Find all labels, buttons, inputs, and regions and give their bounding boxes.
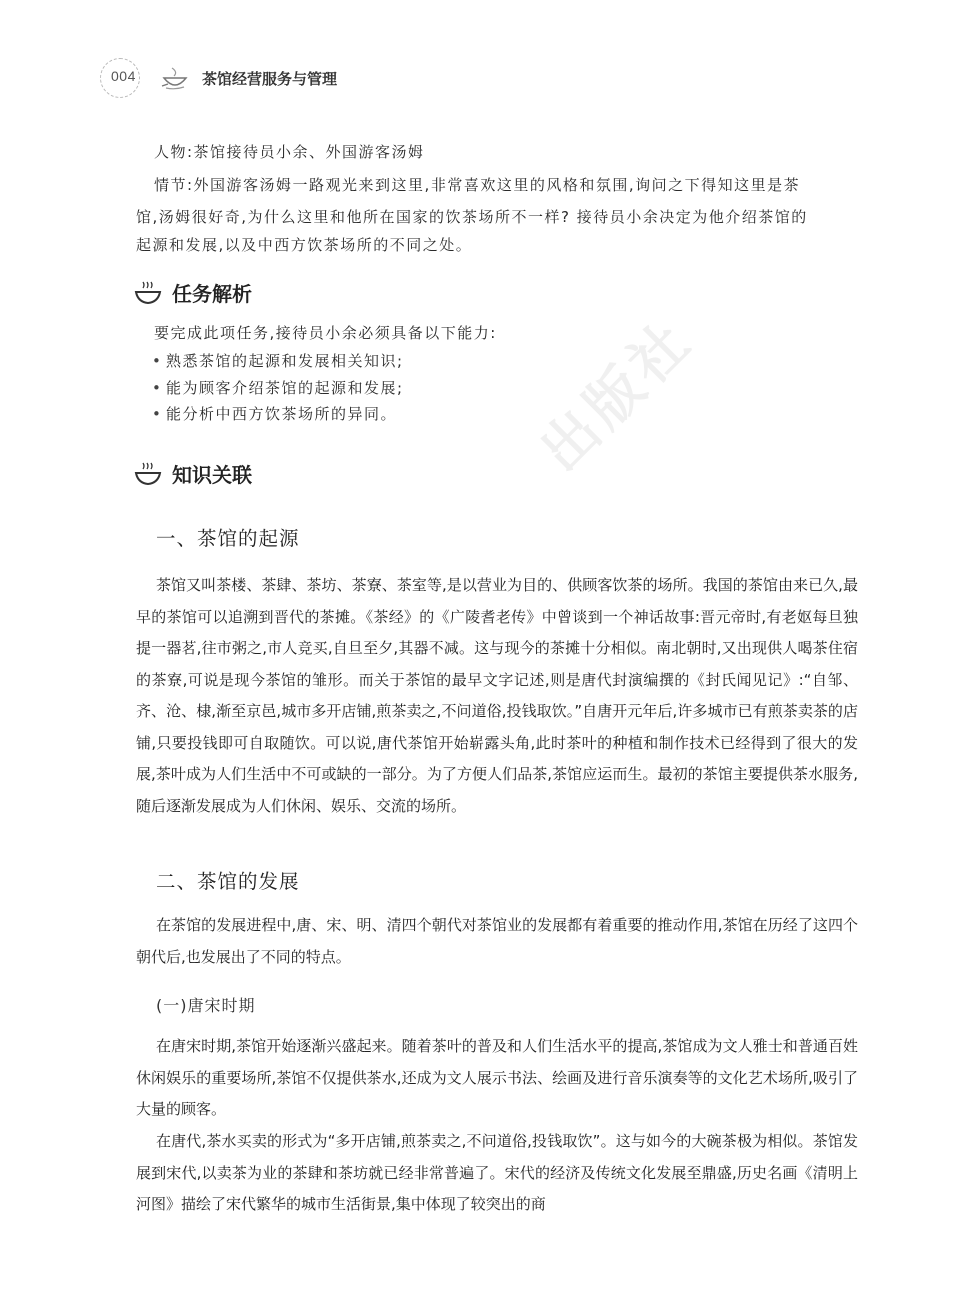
scenario-plot-line-1: 情节:外国游客汤姆一路观光来到这里,非常喜欢这里的风格和氛围,询问之下得知这里是茶 — [154, 176, 801, 194]
knowledge-title: 知识关联 — [172, 463, 252, 487]
scenario-plot-line-3: 起源和发展,以及中西方饮茶场所的不同之处。 — [136, 236, 473, 254]
scenario-characters: 人物:茶馆接待员小余、外国游客汤姆 — [154, 143, 425, 161]
page-header — [100, 58, 500, 98]
subsection-heading: (一)唐宋时期 — [156, 996, 256, 1015]
list-item: • 能分析中西方饮茶场所的异同。 — [152, 401, 404, 428]
bullet: • — [152, 352, 163, 370]
task-ability-list — [152, 348, 404, 428]
task-analysis-title: 任务解析 — [172, 282, 252, 306]
watermark: 出版社 — [528, 306, 706, 485]
steaming-bowl-icon — [134, 461, 162, 487]
teacup-logo-icon — [160, 64, 190, 92]
section-2-heading: 二、茶馆的发展 — [156, 870, 300, 893]
scenario-plot-line-2: 馆,汤姆很好奇,为什么这里和他所在国家的饮茶场所不一样? 接待员小余决定为他介绍茶馆的 — [136, 208, 808, 226]
subsection-para-1: 在唐宋时期,茶馆开始逐渐兴盛起来。随着茶叶的普及和人们生活水平的提高,茶馆成为文人雅士和普通百姓休闲娱乐的重要场所,茶馆不仅提供茶水,还成为文人展示书法、绘画及进行音乐演奏等的文化艺术场所,吸引了大量的顾客。 — [136, 1037, 858, 1118]
knowledge-heading — [134, 459, 252, 488]
task-analysis-intro: 要完成此项任务,接待员小余必须具备以下能力: — [154, 324, 497, 342]
task-analysis-heading — [134, 278, 252, 307]
section-1-heading: 一、茶馆的起源 — [156, 527, 300, 550]
list-item: • 能为顾客介绍茶馆的起源和发展; — [152, 375, 404, 402]
list-item: • 熟悉茶馆的起源和发展相关知识; — [152, 348, 404, 375]
page-number: 004 — [111, 68, 136, 84]
subsection-para-2: 在唐代,茶水买卖的形式为“多开店铺,煎茶卖之,不问道俗,投钱取饮”。这与如今的大碗茶极为相似。茶馆发展到宋代,以卖茶为业的茶肆和茶坊就已经非常普遍了。宋代的经济及传统文化发展至鼎盛,历史名画《清明上河图》描绘了宋代繁华的城市生活街景,集中体现了较突出的商 — [136, 1132, 858, 1213]
steaming-bowl-icon — [134, 280, 162, 306]
section-2-intro: 在茶馆的发展进程中,唐、宋、明、清四个朝代对茶馆业的发展都有着重要的推动作用,茶馆在历经了这四个朝代后,也发展出了不同的特点。 — [136, 916, 858, 966]
section-1-body: 茶馆又叫茶楼、茶肆、茶坊、茶寮、茶室等,是以营业为目的、供顾客饮茶的场所。我国的茶馆由来已久,最早的茶馆可以追溯到晋代的茶摊。《茶经》的《广陵耆老传》中曾谈到一个神话故事:晋元帝时,有老妪每旦独提一器茗,往市粥之,市人竞买,自旦至夕,其器不减。这与现今的茶摊十分相似。南北朝时,又出现供人喝茶住宿的茶寮,可说是现今茶馆的雏形。而关于茶馆的最早文字记述,则是唐代封演编撰的《封氏闻见记》:“自邹、齐、沧、棣,渐至京邑,城市多开店铺,煎茶卖之,不问道俗,投钱取饮。”自唐开元年后,许多城市已有煎茶卖茶的店铺,只要投钱即可自取随饮。可以说,唐代茶馆开始崭露头角,此时茶叶的种植和制作技术已经得到了很大的发展,茶叶成为人们生活中不可或缺的一部分。为了方便人们品茶,茶馆应运而生。最初的茶馆主要提供茶水服务,随后逐渐发展成为人们休闲、娱乐、交流的场所。 — [136, 576, 858, 815]
bullet: • — [152, 405, 163, 423]
bullet: • — [152, 378, 163, 397]
book-title: 茶馆经营服务与管理 — [202, 70, 338, 88]
